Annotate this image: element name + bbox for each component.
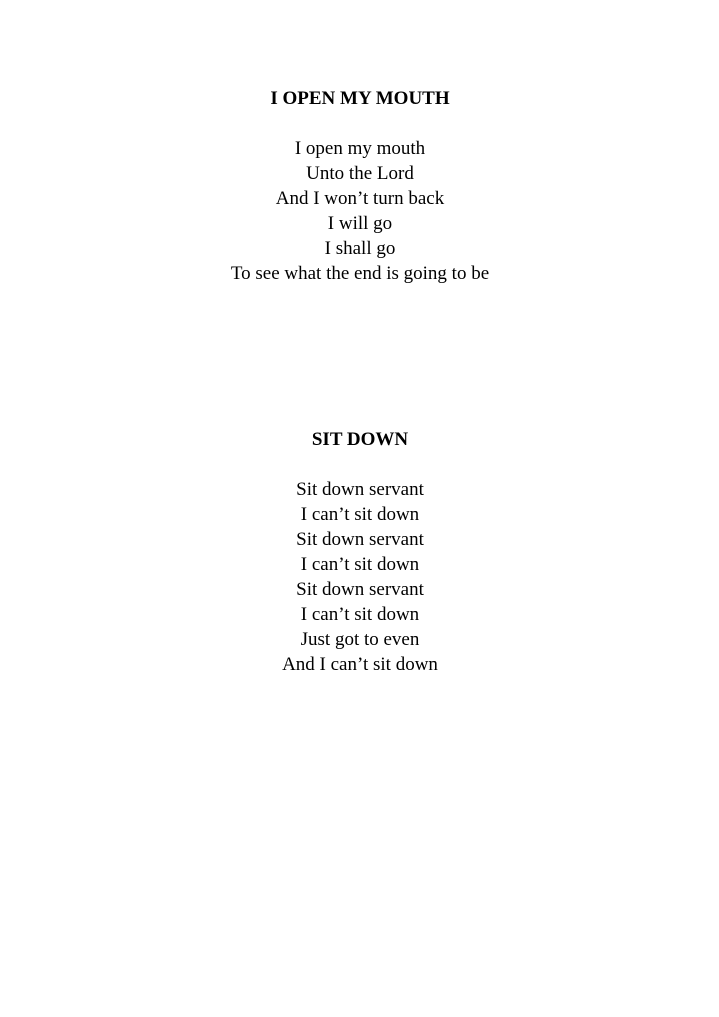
- song-title: SIT DOWN: [311, 429, 409, 450]
- lyric-line: Just got to even: [300, 629, 420, 650]
- lyric-line: I can’t sit down: [300, 604, 420, 625]
- lyric-line: To see what the end is going to be: [230, 263, 490, 284]
- lyric-line: I can’t sit down: [300, 504, 420, 525]
- lyric-line: I shall go: [324, 238, 396, 259]
- lyric-line: Sit down servant: [296, 529, 424, 550]
- lyric-line: And I can’t sit down: [282, 654, 438, 675]
- song-i-open-my-mouth: [160, 86, 560, 286]
- lyric-line: I open my mouth: [294, 138, 426, 159]
- verse: [160, 477, 560, 677]
- song-title: I OPEN MY MOUTH: [270, 88, 450, 109]
- song-sit-down: [160, 427, 560, 677]
- lyric-line: Unto the Lord: [306, 163, 414, 184]
- verse: [160, 136, 560, 286]
- lyric-line: Sit down servant: [296, 479, 424, 500]
- lyric-line: I will go: [327, 213, 393, 234]
- lyric-line: And I won’t turn back: [275, 188, 445, 209]
- lyric-line: Sit down servant: [296, 579, 424, 600]
- lyric-line: I can’t sit down: [300, 554, 420, 575]
